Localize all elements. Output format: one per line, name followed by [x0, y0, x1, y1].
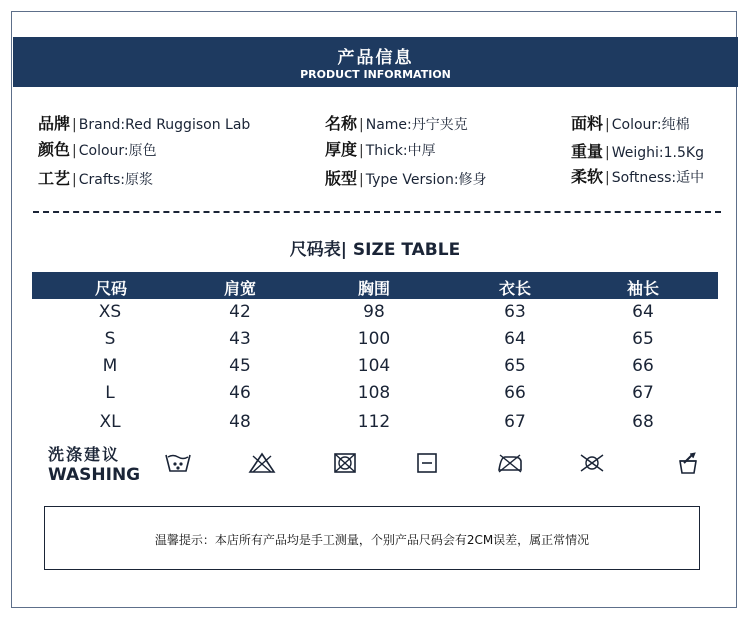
header-shoulder: 肩宽: [223, 279, 256, 298]
info-value: Crafts:原浆: [78, 172, 154, 188]
cell-sleeve: 67: [632, 383, 654, 403]
info-weight: [571, 139, 704, 162]
cell-size: XL: [99, 412, 121, 432]
cell-sleeve: 64: [632, 302, 654, 322]
cell-size: L: [105, 383, 115, 403]
washing-title-zh: 洗涤建议: [48, 445, 121, 464]
header-title-zh: 产品信息: [337, 48, 414, 68]
note-box: [44, 506, 700, 570]
cell-length: 65: [504, 356, 526, 376]
hand-wash-icon: [164, 451, 192, 475]
info-label-zh: 柔软: [571, 167, 604, 186]
cell-chest: 104: [357, 356, 391, 376]
note-text: 温馨提示：本店所有产品均是手工测量，个别产品尺码会有2CM误差，属正常情况: [154, 533, 590, 547]
header-length: 衣长: [498, 279, 531, 298]
info-fabric: [571, 111, 690, 134]
info-name: [325, 111, 468, 134]
header-title-en: PRODUCT INFORMATION: [300, 68, 451, 81]
info-value: Type Version:修身: [365, 172, 487, 188]
info-label-zh: 工艺: [38, 169, 71, 188]
info-value: Colour:纯棉: [611, 117, 690, 133]
cell-sleeve: 68: [632, 412, 654, 432]
cell-shoulder: 48: [229, 412, 251, 432]
iron-low-icon: [496, 451, 524, 475]
table-row: [32, 302, 718, 328]
cell-chest: 108: [357, 383, 391, 403]
hang-dry-icon: [674, 451, 702, 475]
info-fit: [325, 166, 487, 189]
info-value: Colour:原色: [78, 143, 157, 159]
line-dry-icon: [413, 451, 441, 475]
cell-length: 67: [504, 412, 526, 432]
size-table-header: [32, 272, 718, 299]
table-row: [32, 412, 718, 438]
info-crafts: [38, 166, 153, 189]
info-separator: |: [72, 143, 77, 159]
cell-size: XS: [98, 302, 122, 322]
info-separator: |: [359, 172, 364, 188]
cell-size: S: [104, 329, 116, 349]
cell-sleeve: 65: [632, 329, 654, 349]
info-separator: |: [359, 117, 364, 133]
info-brand: [38, 111, 250, 134]
table-row: [32, 356, 718, 382]
info-label-zh: 颜色: [38, 140, 71, 159]
no-bleach-icon: [248, 451, 276, 475]
info-value: Softness:适中: [611, 170, 705, 186]
cell-chest: 98: [363, 302, 385, 322]
product-info-header: [13, 37, 738, 87]
info-thickness: [325, 137, 436, 160]
cell-size: M: [102, 356, 118, 376]
cell-shoulder: 43: [229, 329, 251, 349]
header-size: 尺码: [94, 279, 127, 298]
info-value: Brand:Red Ruggison Lab: [78, 117, 251, 133]
table-row: [32, 329, 718, 355]
no-dry-clean-icon: [578, 451, 606, 475]
info-color: [38, 137, 157, 160]
cell-shoulder: 45: [229, 356, 251, 376]
info-value: Thick:中厚: [365, 143, 436, 159]
cell-length: 66: [504, 383, 526, 403]
no-tumble-dry-icon: [331, 451, 359, 475]
info-separator: |: [72, 172, 77, 188]
info-separator: |: [359, 143, 364, 159]
info-value: Name:丹宁夹克: [365, 117, 468, 133]
info-separator: |: [605, 145, 610, 161]
info-label-zh: 版型: [325, 169, 358, 188]
cell-length: 64: [504, 329, 526, 349]
info-label-zh: 重量: [571, 142, 604, 161]
header-chest: 胸围: [357, 279, 390, 298]
cell-sleeve: 66: [632, 356, 654, 376]
cell-length: 63: [504, 302, 526, 322]
info-value: Weighi:1.5Kg: [611, 145, 704, 161]
info-label-zh: 品牌: [38, 114, 71, 133]
cell-chest: 112: [357, 412, 391, 432]
info-label-zh: 厚度: [325, 140, 358, 159]
info-softness: [571, 164, 704, 187]
cell-chest: 100: [357, 329, 391, 349]
info-separator: |: [605, 117, 610, 133]
info-separator: |: [72, 117, 77, 133]
header-sleeve: 袖长: [626, 279, 659, 298]
washing-title-en: WASHING: [48, 465, 141, 485]
size-table-title: 尺码表| SIZE TABLE: [289, 240, 461, 260]
dashed-divider: [33, 211, 721, 213]
info-label-zh: 面料: [571, 114, 604, 133]
table-row: [32, 383, 718, 409]
info-label-zh: 名称: [325, 114, 358, 133]
cell-shoulder: 46: [229, 383, 251, 403]
info-separator: |: [605, 170, 610, 186]
cell-shoulder: 42: [229, 302, 251, 322]
